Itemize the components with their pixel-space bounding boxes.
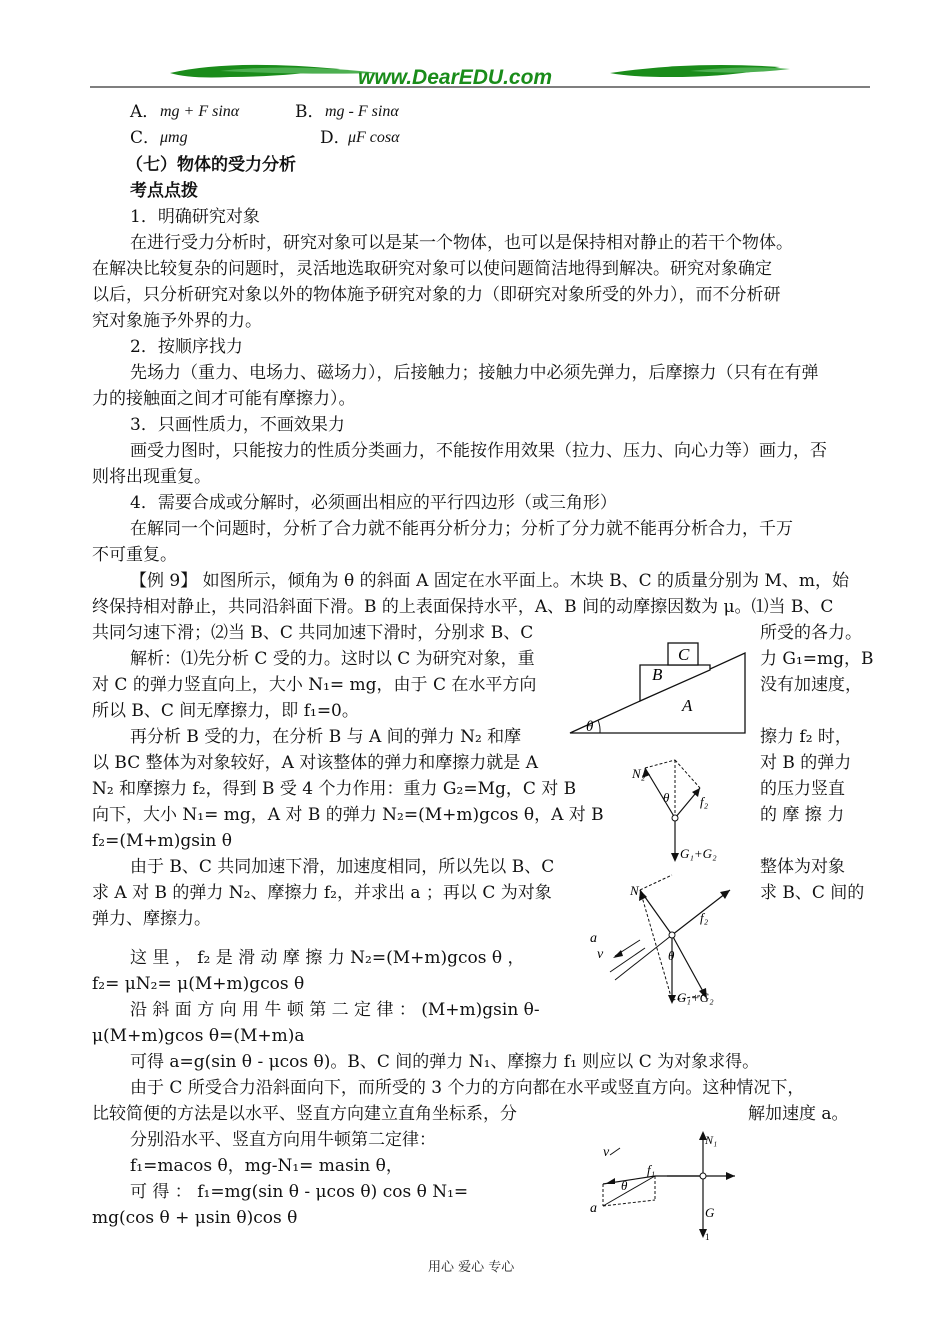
label-theta: θ [586,719,594,735]
label-v: v [597,947,604,962]
footer-text: 用心 爱心 专心 [428,1260,515,1275]
option-c-label: C． [130,128,161,148]
option-b-expr: mg - F sinα [325,103,399,120]
label-N1: N₁ [705,1133,718,1147]
p3-line: 则将出现重复。 [92,467,211,487]
solution-line: 解析：⑴先分析 C 受的力。这时以 C 为研究对象，重 [130,649,535,669]
solution-line: 对 B 的弹力 [760,753,852,773]
p1-line: 究对象施予外界的力。 [92,311,262,331]
p3-line: 画受力图时，只能按力的性质分类画力，不能按作用效果（拉力、压力、向心力等）画力，否 [130,441,827,461]
solution-line: 再分析 B 受的力，在分析 B 与 A 间的弹力 N₂ 和摩 [130,727,522,747]
option-d-label: D． [320,128,351,148]
solution-line: 这 里 ， f₂ 是 滑 动 摩 擦 力 N₂=(M+m)gcos θ ， [130,948,525,968]
label-sub: 1 [705,1232,710,1242]
p4-line: 不可重复。 [92,545,177,565]
option-c-expr: μmg [160,129,188,146]
p2-line: 先场力（重力、电场力、磁场力），后接触力；接触力中必须先弹力，后摩擦力（只有在有弹 [130,363,819,383]
p3-heading: 3．只画性质力，不画效果力 [130,415,345,435]
solution-line: 分别沿水平、竖直方向用牛顿第二定律： [130,1130,436,1150]
p1-line: 在解决比较复杂的问题时，灵活地选取研究对象可以使问题简洁地得到解决。研究对象确定 [92,259,772,279]
option-a-expr: mg + F sinα [160,103,240,120]
label-theta: θ [621,1178,628,1193]
p1-line: 以后，只分析研究对象以外的物体施予研究对象的力（即研究对象所受的外力），而不分析研 [92,285,781,305]
label-C: C [678,645,690,664]
solution-line: 求 A 对 B 的弹力 N₂、摩擦力 f₂，并求出 a ；再以 C 为对象 [92,883,552,903]
site-url: www.DearEDU.com [358,66,553,89]
fbd-BC-figure [585,870,745,1010]
incline-figure [560,638,760,738]
label-f1: f₁ [647,1162,656,1177]
p2-heading: 2．按顺序找力 [130,337,243,357]
solution-line: 由于 C 所受合力沿斜面向下，而所受的 3 个力的方向都在水平或竖直方向。这种情况下， [130,1078,805,1098]
label-f2: f₂ [700,794,709,809]
section-title: （七）物体的受力分析 [126,155,296,175]
label-theta: θ [663,790,670,805]
solution-line: 以 BC 整体为对象较好，A 对该整体的弹力和摩擦力就是 A [92,753,538,773]
label-G: G [705,1205,715,1220]
p4-line: 在解同一个问题时，分析了合力就不能再分析分力；分析了分力就不能再分析合力，千万 [130,519,793,539]
solution-line: 求 B、C 间的 [760,883,865,903]
example-line: 终保持相对静止，共同沿斜面下滑。B 的上表面保持水平，A、B 间的动摩擦因数为 μ。⑴当 B、C [92,597,834,617]
solution-line: 整体为对象 [760,857,845,877]
label-theta: θ [668,948,675,963]
solution-line: 沿 斜 面 方 向 用 牛 顿 第 二 定 律 ： (M+m)gsin θ- [130,1000,540,1020]
example-line: 所受的各力。 [760,623,862,643]
p2-line: 力的接触面之间才可能有摩擦力）。 [92,389,356,409]
p1-line: 在进行受力分析时，研究对象可以是某一个物体，也可以是保持相对静止的若干个物体。 [130,233,793,253]
solution-line: 可 得 ： f₁=mg(sin θ - μcos θ) cos θ N₁= [130,1182,469,1202]
solution-line: μ(M+m)gcos θ=(M+m)a [92,1026,305,1046]
solution-line: 的压力竖直 [760,779,845,799]
example-line: 【例 9】 如图所示，倾角为 θ 的斜面 A 固定在水平面上。木块 B、C 的质量分别为 M、m，始 [130,571,849,591]
fbd-C-figure [585,1128,755,1243]
label-f2: f₂ [700,910,709,925]
solution-line: f₂=(M+m)gsin θ [92,831,233,851]
fbd-B-figure [620,758,750,866]
p1-heading: 1．明确研究对象 [130,207,260,227]
solution-line: 力 G₁=mg，B [760,649,874,669]
solution-line: mg(cos θ + μsin θ)cos θ [92,1208,298,1228]
solution-line: 比较简便的方法是以水平、竖直方向建立直角坐标系，分 [92,1104,517,1124]
label-N2: N₂ [630,883,644,898]
solution-line: 的 摩 擦 力 [760,805,845,825]
label-G: G₁+G₂ [680,846,717,861]
p4-heading: 4．需要合成或分解时，必须画出相应的平行四边形（或三角形） [130,493,617,513]
label-v: v [603,1145,610,1160]
solution-line: 没有加速度， [760,675,862,695]
solution-line: 由于 B、C 共同加速下滑，加速度相同，所以先以 B、C [130,857,555,877]
option-d-expr: μF cosα [348,129,400,146]
solution-line: f₂= μN₂= μ(M+m)gcos θ [92,974,305,994]
section-subtitle: 考点点拨 [130,181,198,201]
label-N2: N₂ [632,766,646,781]
label-G: G₁+G₂ [677,990,714,1005]
solution-line: 弹力、摩擦力。 [92,909,211,929]
solution-line: 解加速度 a。 [748,1104,849,1124]
label-a: a [590,931,597,946]
option-b-label: B． [295,102,325,122]
label-A: A [682,696,693,715]
solution-line: f₁=macos θ，mg-N₁= masin θ， [130,1156,403,1176]
solution-line: 所以 B、C 间无摩擦力，即 f₁=0。 [92,701,359,721]
solution-line: 可得 a=g(sin θ - μcos θ)。B、C 间的弹力 N₁、摩擦力 f₁ 则应以 C 为对象求得。 [130,1052,760,1072]
example-line: 共同匀速下滑；⑵当 B、C 共同加速下滑时，分别求 B、C [92,623,534,643]
solution-line: N₂ 和摩擦力 f₂，得到 B 受 4 个力作用：重力 G₂=Mg，C 对 B [92,779,577,799]
option-a-label: A． [130,102,160,122]
solution-line: 向下，大小 N₁= mg，A 对 B 的弹力 N₂=(M+m)gcos θ，A 对 B [92,805,604,825]
label-B: B [652,665,663,684]
label-a: a [590,1201,597,1216]
solution-line: 对 C 的弹力竖直向上，大小 N₁= mg，由于 C 在水平方向 [92,675,537,695]
solution-line: 擦力 f₂ 时， [760,727,852,747]
